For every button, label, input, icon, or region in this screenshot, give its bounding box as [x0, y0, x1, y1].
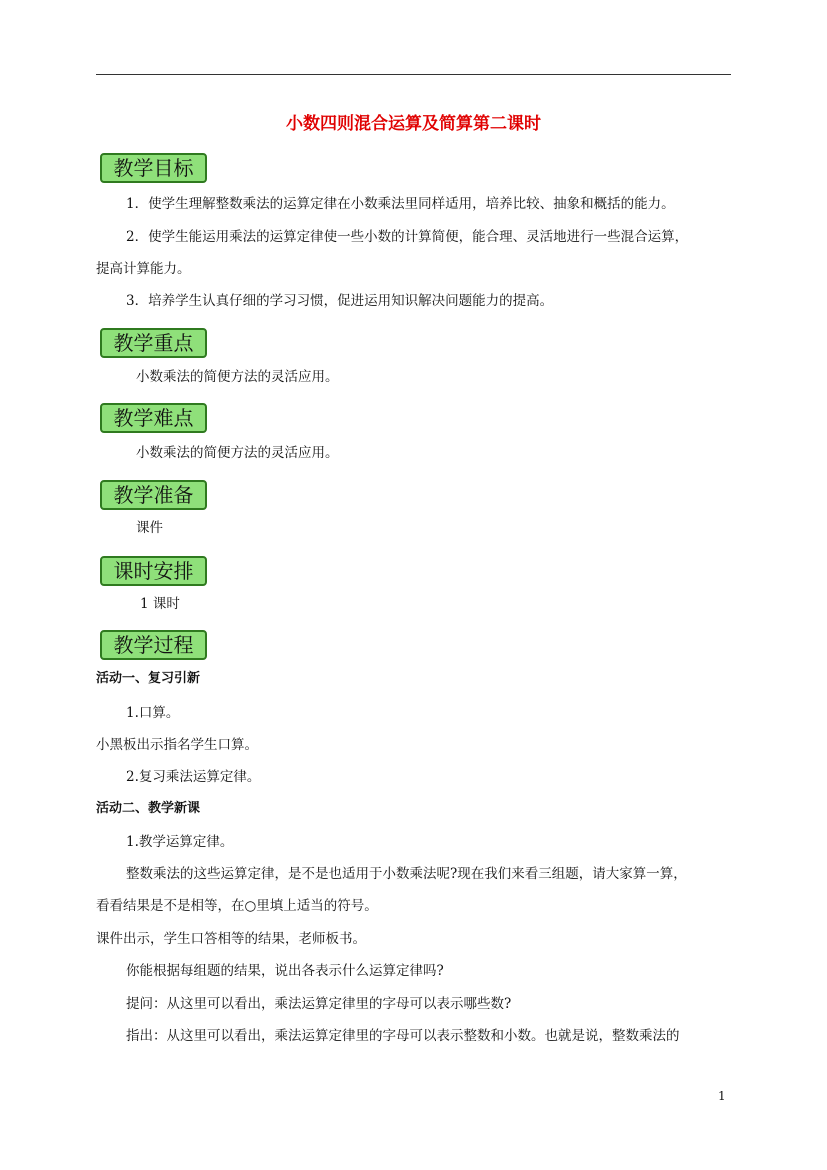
section-heading-key: 教学重点 [100, 328, 207, 358]
section-heading-schedule: 课时安排 [100, 556, 207, 586]
process-line: 小黑板出示指名学生口算。 [96, 737, 258, 753]
prep-text: 课件 [136, 520, 163, 536]
goal-2: 2．使学生能运用乘法的运算定律使一些小数的计算简便，能合理、灵活地进行一些混合运算， [126, 229, 689, 245]
activity-2-heading: 活动二、教学新课 [96, 801, 201, 816]
activity-1-heading: 活动一、复习引新 [96, 671, 201, 686]
page-number: 1 [718, 1089, 726, 1103]
process-line: 2.复习乘法运算定律。 [126, 769, 261, 785]
process-line: 指出：从这里可以看出，乘法运算定律里的字母可以表示整数和小数。也就是说，整数乘法的 [126, 1028, 680, 1044]
schedule-text: 1 课时 [140, 596, 180, 612]
process-line: 1.口算。 [126, 705, 180, 721]
process-line: 你能根据每组题的结果，说出各表示什么运算定律吗? [126, 963, 444, 979]
process-line: 1.教学运算定律。 [126, 834, 234, 850]
goal-1: 1．使学生理解整数乘法的运算定律在小数乘法里同样适用，培养比较、抽象和概括的能力。 [126, 196, 675, 212]
key-point-text: 小数乘法的简便方法的灵活应用。 [136, 369, 339, 385]
difficult-point-text: 小数乘法的简便方法的灵活应用。 [136, 445, 339, 461]
process-line: 课件出示，学生口答相等的结果，老师板书。 [96, 931, 366, 947]
header-rule [96, 74, 731, 75]
goal-3: 3．培养学生认真仔细的学习习惯，促进运用知识解决问题能力的提高。 [126, 293, 554, 309]
section-heading-process: 教学过程 [100, 630, 207, 660]
process-line: 看看结果是不是相等，在○里填上适当的符号。 [96, 898, 378, 914]
section-heading-prep: 教学准备 [100, 480, 207, 510]
process-line: 提问：从这里可以看出，乘法运算定律里的字母可以表示哪些数? [126, 996, 512, 1012]
goal-2-continued: 提高计算能力。 [96, 261, 191, 277]
process-line: 整数乘法的这些运算定律，是不是也适用于小数乘法呢?现在我们来看三组题，请大家算一算， [126, 866, 687, 882]
section-heading-goals: 教学目标 [100, 153, 207, 183]
section-heading-difficult: 教学难点 [100, 403, 207, 433]
document-title: 小数四则混合运算及简算第二课时 [286, 114, 541, 134]
